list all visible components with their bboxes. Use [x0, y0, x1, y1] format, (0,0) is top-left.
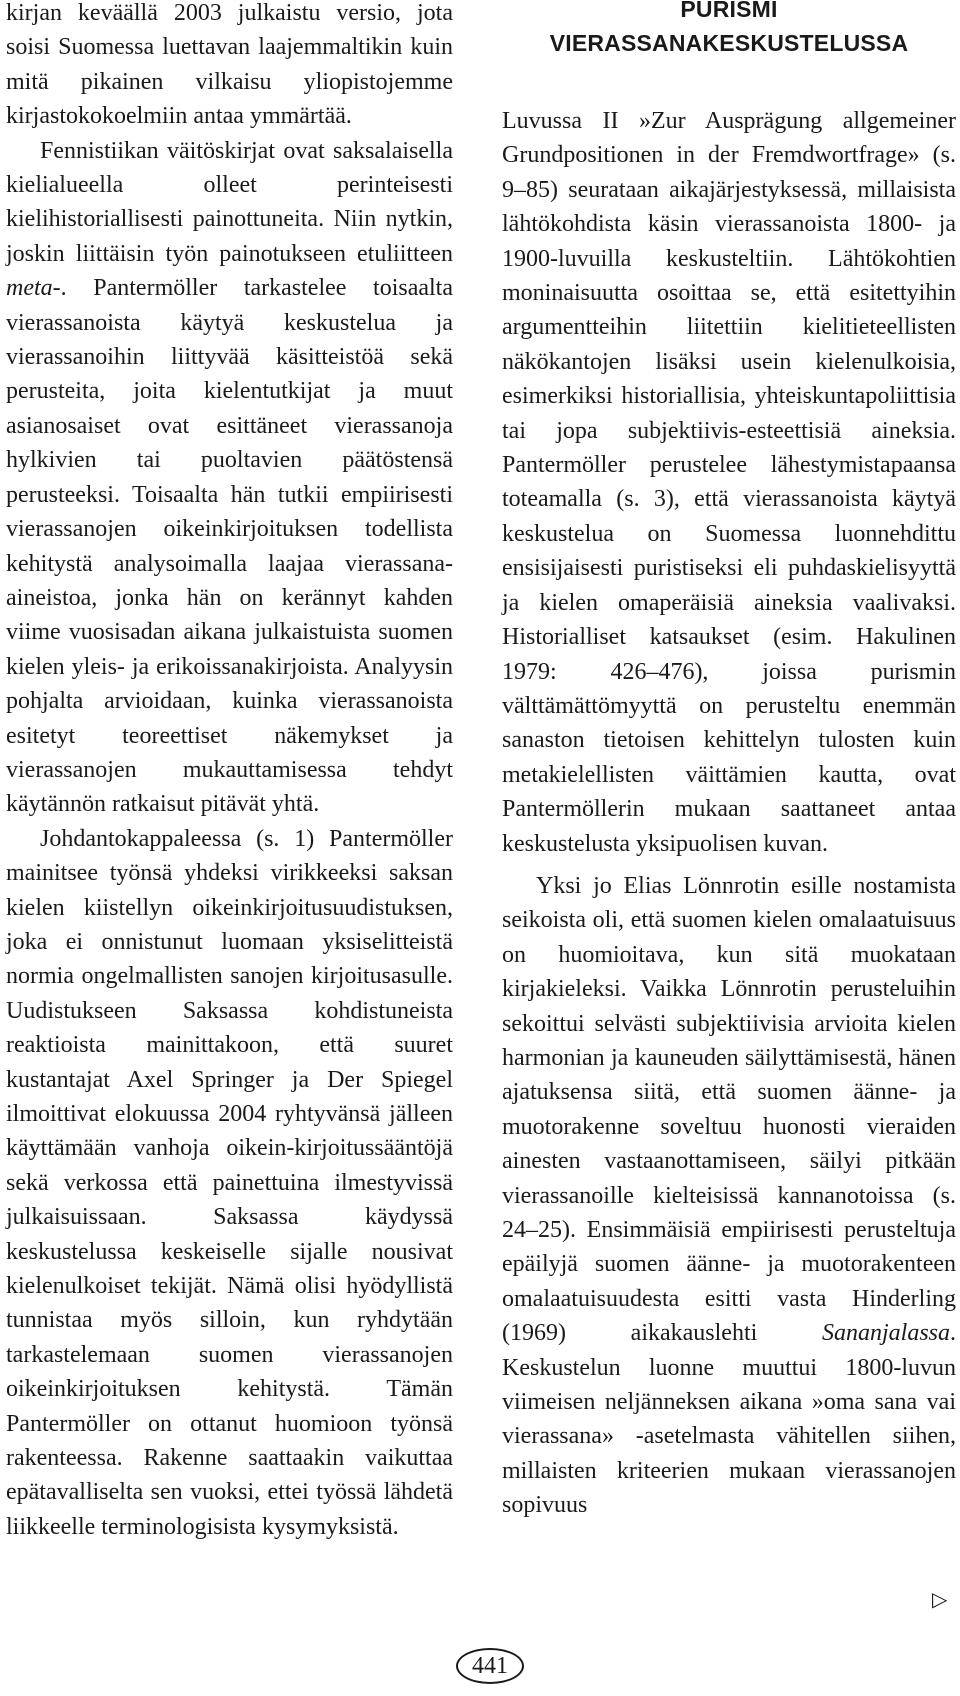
left-paragraph-3: Johdantokappaleessa (s. 1) Pantermöller mainitsee työnsä yhdeksi virikkeeksi saksan kielen kiistellyn oikeinkirjoitusuudistuksen, joka ei onnistunut luomaan yksiselitteistä normia ongelmallisten sanojen kirjoitusasulle. Uudistukseen Saksassa kohdistuneista reaktioista mainittakoon, että suuret kustantajat Axel Springer ja Der Spiegel ilmoittivat elokuussa 2004 ryhtyvänsä jälleen käyttämään vanhoja oikein-kirjoitussääntöjä sekä verkossa että painettuina ilmestyvissä julkaisuissaan. Saksassa käydyssä keskustelussa keskeiselle sijalle nousivat kielenulkoiset tekijät. Nämä olisi hyödyllistä tunnistaa myös silloin, kun ryhdytään tarkastelemaan suomen vierassanojen oikeinkirjoituksen kehitystä. Tämän Pantermöller on ottanut huomioon työnsä rakenteessa. Rakenne saattaakin vaikuttaa epätavalliselta sen vuoksi, ettei työssä lähdetä liikkeelle terminologisista kysymyksistä.	[6, 825, 453, 1540]
left-paragraph-2-text-a: Fennistiikan väitöskirjat ovat saksalaisella kielialueella olleet perinteisesti kielihistoriallisesti painottuneita. Niin nytkin, joskin liittäisin työn painotukseen etuliitteen	[6, 137, 453, 267]
left-paragraph-2-italic: meta-	[6, 275, 61, 302]
right-paragraph-2-text-b: . Keskustelun luonne muuttui 1800-luvun viimeisen neljänneksen aikana »oma sana vai vierassana» -asetelmasta vähitellen siihen, millaisten kriteerien mukaan vierassanojen sopivuus	[502, 1320, 956, 1519]
section-heading-line-1: PURISMI	[680, 0, 778, 22]
right-paragraph-2-italic: Sananjalassa	[821, 1320, 950, 1347]
left-paragraph-2-text-b: . Pantermöller tarkastelee toisaalta vierassanoista käytyä keskustelua ja vierassanoihin liittyvää käsitteistöä sekä perusteita, joita kielentutkijat ja muut asianosaiset ovat esittäneet vierassanoja hylkivien tai puoltavien päätöstensä perusteeksi. Toisaalta hän tutkii empiirisesti vierassanojen oikeinkirjoituksen todellista kehitystä analysoimalla laajaa vierassana-aineistoa, jonka hän on kerännyt kahden viime vuosisadan aikana julkaistuista suomen kielen yleis- ja erikoissanakirjoista. Analyysin pohjalta arvioidaan, kuinka vierassanoista esitetyt teoreettiset näkemykset ja vierassanojen mukauttamisessa tehdyt käytännön ratkaisut pitävät yhtä.	[6, 275, 453, 818]
page-number: 441	[456, 1648, 524, 1684]
continue-arrow-icon: ▷	[932, 1587, 948, 1611]
right-paragraph-2	[502, 869, 956, 1523]
right-text-column	[502, 104, 956, 1523]
left-text-column	[6, 0, 453, 1544]
right-paragraph-1: Luvussa II »Zur Ausprägung allgemeiner Grundpositionen in der Fremdwortfrage» (s. 9–85) seurataan aikajärjestyksessä, millaisista lähtökohdista käsin vierassanoista 1800- ja 1900-luvuilla keskusteltiin. Lähtökohtien moninaisuutta osoittaa se, että esitettyihin argumentteihin liitettiin kielitieteellisten näkökantojen lisäksi usein kielenulkoisia, esimerkiksi historiallisia, yhteiskuntapoliittisia tai jopa subjektiivis-esteettisiä aineksia. Pantermöller perustelee lähestymistapaansa toteamalla (s. 3), että vierassanoista käytyä keskustelua on Suomessa luonnehdittu ensisijaisesti puristiseksi eli puhdaskielisyyttä ja kielen omaperäisiä aineksia vaalivaksi. Historialliset katsaukset (esim. Hakulinen 1979: 426–476), joissa purismin välttämättömyyttä on perusteltu enemmän sanaston tietoisen kehittelyn tulosten kuin metakielellisten väittämien kautta, ovat Pantermöllerin mukaan saattaneet antaa keskustelusta yksipuolisen kuvan.	[502, 108, 956, 857]
left-paragraph-2	[6, 134, 453, 822]
right-paragraph-2-text-a: Yksi jo Elias Lönnrotin esille nostamista seikoista oli, että suomen kielen omalaatuisuus on huomioitava, kun sitä muokataan kirjakieleksi. Vaikka Lönnrotin perusteluihin sekoittui selvästi subjektiivisia arvioita kielen harmonian ja kauneuden säilyttämisestä, hänen ajatuksensa siitä, että suomen äänne- ja muotorakenne soveltuu huonosti vieraiden ainesten vastaanottamiseen, säilyi pitkään vierassanoille kielteisissä kannanotoissa (s. 24–25). Ensimmäisiä empiirisesti perusteltuja epäilyjä suomen äänne- ja muotorakenteen omalaatuisuudesta esitti vasta Hinderling (1969) aikakauslehti	[502, 872, 956, 1347]
section-heading	[502, 0, 956, 60]
left-paragraph-1: kirjan keväällä 2003 julkaistu versio, jota soisi Suomessa luettavan laajemmaltikin kuin mitä pikainen vilkaisu yliopistojemme kirjastokokoelmiin antaa ymmärtää.	[6, 0, 453, 130]
section-heading-line-2: VIERASSANAKESKUSTELUSSA	[549, 30, 909, 56]
